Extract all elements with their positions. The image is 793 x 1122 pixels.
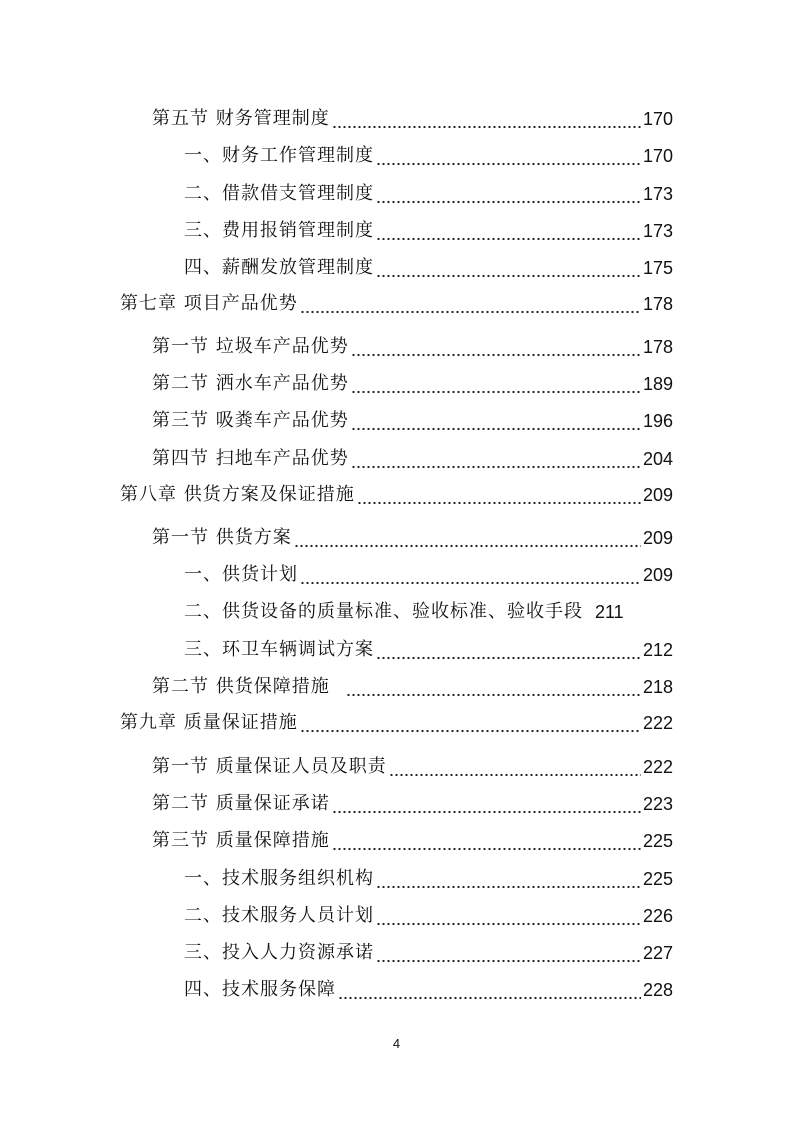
- toc-entry-title: 第一节 垃圾车产品优势: [152, 336, 349, 357]
- dot-leader: [376, 255, 641, 281]
- toc-entry: [152, 525, 673, 551]
- dot-leader: [300, 710, 641, 736]
- dot-leader: [376, 940, 641, 966]
- toc-entry: [184, 143, 673, 169]
- toc-entry-title: 一、供货计划: [184, 564, 298, 585]
- toc-entry-page: 170: [642, 109, 673, 129]
- toc-entry-page: 173: [642, 221, 673, 241]
- toc-entry: [152, 791, 673, 817]
- dot-leader: [351, 371, 641, 397]
- dot-leader: [294, 525, 641, 551]
- dot-leader: [376, 181, 641, 207]
- dot-leader: [389, 754, 641, 780]
- toc-entry: [152, 106, 673, 132]
- toc-entry-page: 218: [642, 677, 673, 697]
- toc-entry-page: 209: [642, 485, 673, 505]
- toc-entry: [184, 637, 673, 663]
- dot-leader: [346, 674, 641, 700]
- toc-entry-title: 第八章 供货方案及保证措施: [120, 484, 355, 505]
- dot-leader: [332, 828, 641, 854]
- dot-leader: [585, 599, 593, 625]
- toc-chapter-entry: [120, 710, 673, 736]
- dot-leader: [351, 408, 641, 434]
- toc-entry: [152, 754, 673, 780]
- toc-entry: [152, 446, 673, 472]
- toc-entry-page: 209: [642, 565, 673, 585]
- toc-entry-page: 211: [595, 602, 624, 622]
- dot-leader: [332, 791, 641, 817]
- toc-chapter-entry: [120, 482, 673, 508]
- toc-entry: [184, 903, 673, 929]
- toc-entry: [152, 674, 673, 700]
- toc-entry-title: 第七章 项目产品优势: [120, 293, 298, 314]
- toc-entry-page: 175: [642, 258, 673, 278]
- toc-entry: [152, 371, 673, 397]
- toc-chapter-entry: [120, 291, 673, 317]
- toc-entry-title: 第二节 供货保障措施: [152, 676, 330, 697]
- toc-entry-title: 第一节 质量保证人员及职责: [152, 756, 387, 777]
- toc-entry-page: 178: [642, 337, 673, 357]
- toc-entry-page: 178: [642, 294, 673, 314]
- dot-leader: [376, 866, 641, 892]
- dot-leader: [376, 143, 641, 169]
- toc-entry-title: 第一节 供货方案: [152, 527, 292, 548]
- toc-entry-page: 204: [642, 449, 673, 469]
- toc-entry-page: 209: [642, 528, 673, 548]
- toc-entry-title: 二、技术服务人员计划: [184, 905, 374, 926]
- dot-leader: [300, 562, 641, 588]
- dot-leader: [332, 106, 641, 132]
- toc-entry-page: 226: [642, 906, 673, 926]
- toc-entry: [184, 940, 673, 966]
- toc-entry: [152, 408, 673, 434]
- toc-entry-page: 212: [642, 640, 673, 660]
- toc-entry-title: 一、技术服务组织机构: [184, 868, 374, 889]
- toc-entry: [184, 562, 673, 588]
- toc-entry: [184, 977, 673, 1003]
- toc-entry-page: 170: [642, 146, 673, 166]
- toc-entry-page: 196: [642, 411, 673, 431]
- toc-entry: [184, 218, 673, 244]
- dot-leader: [338, 977, 641, 1003]
- toc-entry-title: 第四节 扫地车产品优势: [152, 448, 349, 469]
- toc-entry: [184, 181, 673, 207]
- toc-entry-title: 一、财务工作管理制度: [184, 145, 374, 166]
- toc-entry-title: 第九章 质量保证措施: [120, 712, 298, 733]
- toc-entry-page: 189: [642, 374, 673, 394]
- toc-entry-title: 三、投入人力资源承诺: [184, 942, 374, 963]
- toc-entry-page: 225: [642, 831, 673, 851]
- toc-entry-title: 第五节 财务管理制度: [152, 108, 330, 129]
- toc-entry-title: 第三节 质量保障措施: [152, 830, 330, 851]
- toc-entry-title: 三、费用报销管理制度: [184, 220, 374, 241]
- dot-leader: [300, 291, 641, 317]
- toc-entry-page: 227: [642, 943, 673, 963]
- toc-entry: [184, 599, 673, 625]
- toc-entry-page: 173: [642, 184, 673, 204]
- toc-entry-title: 三、环卫车辆调试方案: [184, 639, 374, 660]
- toc-entry-page: 225: [642, 869, 673, 889]
- toc-entry-title: 四、薪酬发放管理制度: [184, 257, 374, 278]
- toc-entry-title: 二、借款借支管理制度: [184, 183, 374, 204]
- toc-entry: [184, 866, 673, 892]
- toc-entry-title: 二、供货设备的质量标准、验收标准、验收手段: [184, 601, 583, 622]
- toc-entry-title: 第二节 质量保证承诺: [152, 793, 330, 814]
- dot-leader: [351, 446, 641, 472]
- dot-leader: [357, 482, 641, 508]
- toc-entry-title: 四、技术服务保障: [184, 979, 336, 1000]
- dot-leader: [376, 637, 641, 663]
- dot-leader: [376, 218, 641, 244]
- toc-entry-title: 第三节 吸粪车产品优势: [152, 410, 349, 431]
- toc-entry-page: 223: [642, 794, 673, 814]
- dot-leader: [351, 334, 641, 360]
- toc-entry-title: 第二节 洒水车产品优势: [152, 373, 349, 394]
- toc-entry-page: 222: [642, 713, 673, 733]
- toc-entry: [184, 255, 673, 281]
- toc-entry: [152, 334, 673, 360]
- page-number: 4: [392, 1036, 401, 1051]
- toc-entry: [152, 828, 673, 854]
- dot-leader: [376, 903, 641, 929]
- toc-entry-page: 228: [642, 980, 673, 1000]
- toc-entry-page: 222: [642, 757, 673, 777]
